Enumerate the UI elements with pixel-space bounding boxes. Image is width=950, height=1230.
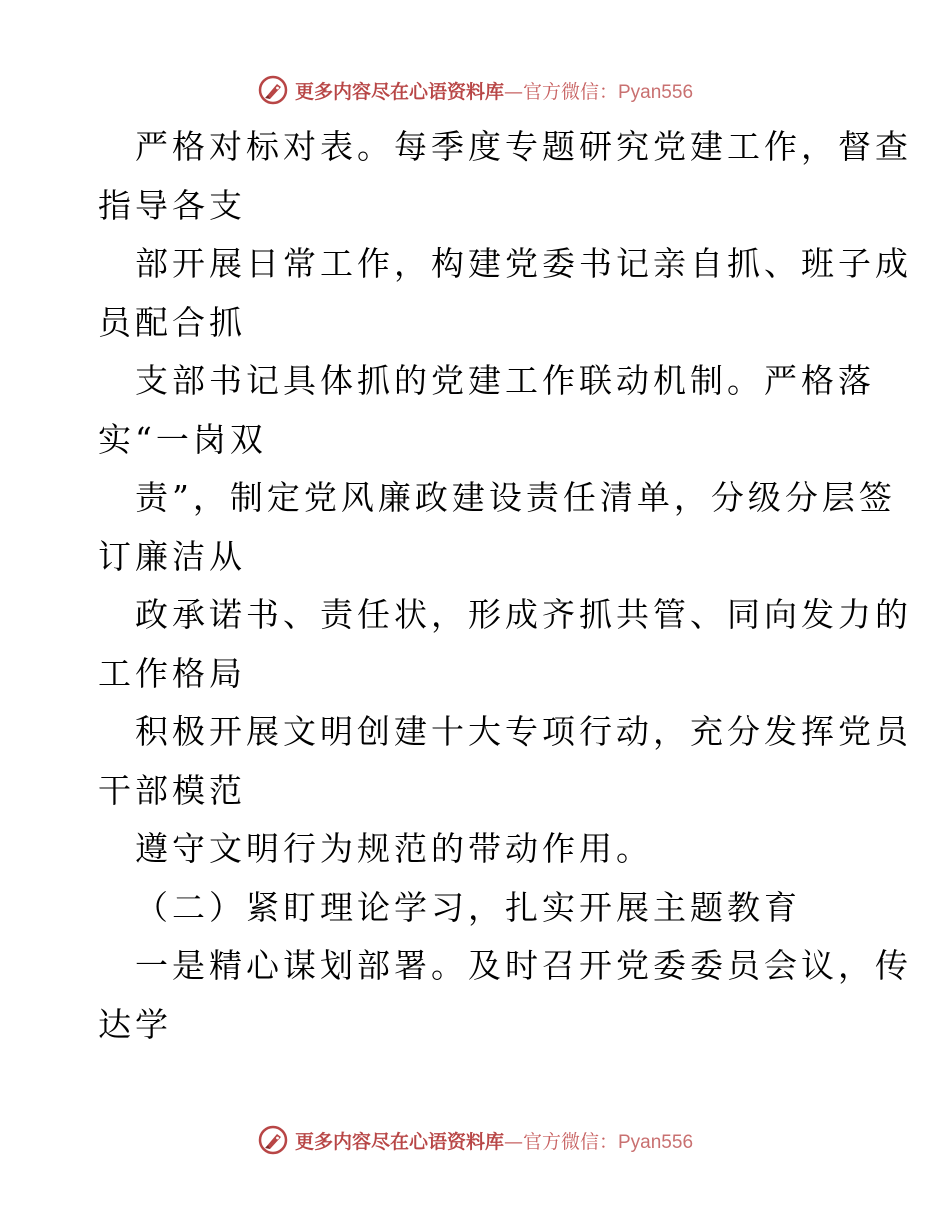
text-line: 工作格局	[98, 653, 246, 693]
text-line: 责”，制定党风廉政建设责任清单，分级分层签	[135, 478, 896, 517]
banner-wechat-label: 官方微信：	[522, 1130, 618, 1153]
text-line: 实“一岗双	[98, 419, 267, 459]
footer-watermark-banner	[0, 1122, 950, 1158]
text-line: 一是精心谋划部署。及时召开党委委员会议，传	[135, 946, 912, 985]
text-line: 干部模范	[98, 770, 246, 810]
document-body	[98, 118, 912, 1054]
text-line: 严格对标对表。每季度专题研究党建工作，督查	[135, 127, 912, 166]
section-heading: （二）紧盯理论学习，扎实开展主题教育	[135, 887, 801, 927]
text-line: 积极开展文明创建十大专项行动，充分发挥党员	[135, 712, 912, 751]
pen-nib-logo-icon	[257, 1124, 289, 1156]
banner-text	[295, 77, 693, 104]
banner-wechat-id: Pyan556	[618, 81, 694, 103]
banner-wechat-label: 官方微信：	[522, 80, 618, 103]
pen-nib-logo-icon	[257, 74, 289, 106]
text-line: 支部书记具体抓的党建工作联动机制。严格落	[135, 361, 875, 400]
text-line: 遵守文明行为规范的带动作用。	[135, 829, 653, 868]
text-line: 部开展日常工作，构建党委书记亲自抓、班子成	[135, 244, 912, 283]
text-line: 员配合抓	[98, 302, 246, 342]
text-line: 指导各支	[98, 185, 246, 225]
text-line: 政承诺书、责任状，形成齐抓共管、同向发力的	[135, 595, 912, 634]
header-watermark-banner	[0, 72, 950, 108]
banner-dash: —	[503, 1130, 523, 1153]
text-line: 订廉洁从	[98, 536, 246, 576]
banner-text	[295, 1127, 693, 1154]
banner-wechat-id: Pyan556	[618, 1131, 694, 1153]
text-line: 达学	[98, 1004, 172, 1044]
banner-main-text: 更多内容尽在心语资料库	[294, 80, 504, 103]
banner-dash: —	[503, 80, 523, 103]
banner-main-text: 更多内容尽在心语资料库	[294, 1130, 504, 1153]
